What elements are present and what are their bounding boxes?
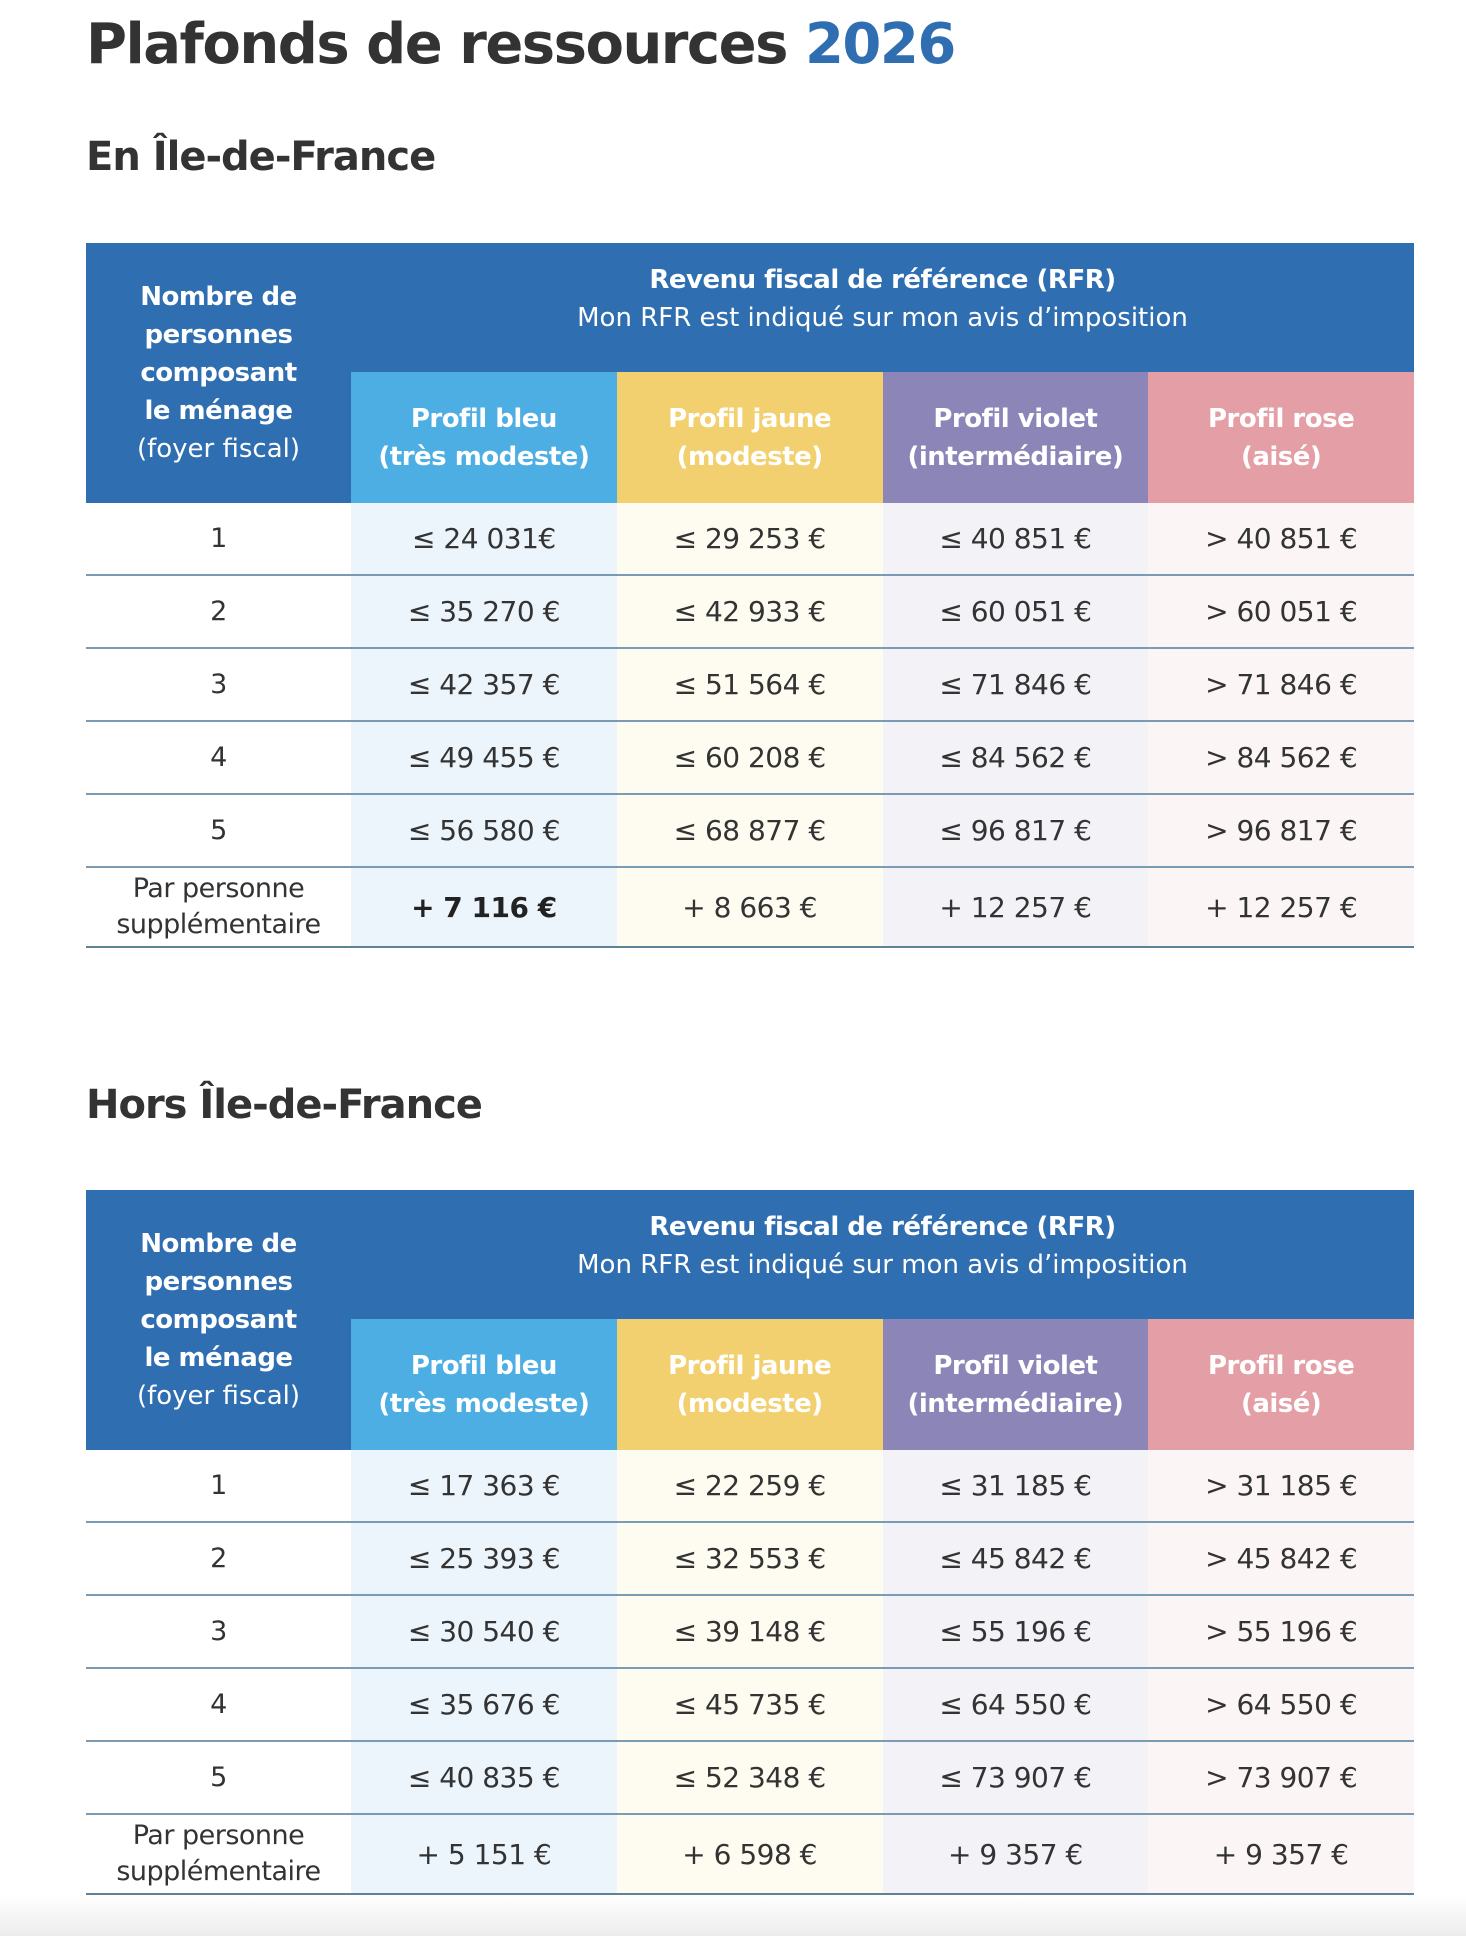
cell-violet: ≤ 96 817 € (883, 795, 1149, 866)
cell-bleu: + 5 151 € (351, 1815, 617, 1893)
profile-header-violet (883, 372, 1149, 503)
profile-name: Profil jaune (668, 1350, 832, 1381)
cell-jaune: ≤ 45 735 € (617, 1669, 883, 1740)
header-line: (foyer fiscal) (136, 434, 301, 464)
header-line: (foyer fiscal) (136, 1381, 301, 1411)
cell-rose: > 96 817 € (1148, 795, 1414, 866)
profile-header-rose (1148, 1319, 1414, 1450)
cell-bleu: ≤ 35 270 € (351, 576, 617, 647)
cell-violet: ≤ 73 907 € (883, 1742, 1149, 1813)
table-row (86, 503, 1414, 576)
cell-bleu: ≤ 24 031€ (351, 503, 617, 574)
table-idf (86, 243, 1414, 948)
cell-bleu: ≤ 42 357 € (351, 649, 617, 720)
cell-violet: + 12 257 € (883, 868, 1149, 946)
profile-header-bleu (351, 1319, 617, 1450)
page-title (86, 12, 955, 77)
header-line: le ménage (144, 396, 293, 426)
rfr-title: Revenu fiscal de référence (RFR) (649, 265, 1116, 295)
table-row (86, 1523, 1414, 1596)
rfr-title: Revenu fiscal de référence (RFR) (649, 1212, 1116, 1242)
cell-bleu: ≤ 30 540 € (351, 1596, 617, 1667)
profile-headers (351, 372, 1414, 503)
cell-bleu: ≤ 56 580 € (351, 795, 617, 866)
profile-header-bleu (351, 372, 617, 503)
table-row (86, 1669, 1414, 1742)
profile-name: Profil rose (1208, 403, 1355, 434)
cell-rose: > 40 851 € (1148, 503, 1414, 574)
household-size: 2 (86, 1523, 351, 1594)
table-row (86, 722, 1414, 795)
profile-desc: (modeste) (676, 1388, 823, 1419)
header-line: personnes (144, 320, 293, 350)
cell-bleu: + 7 116 € (351, 868, 617, 946)
header-line: le ménage (144, 1343, 293, 1373)
profile-header-rose (1148, 372, 1414, 503)
cell-rose: > 45 842 € (1148, 1523, 1414, 1594)
table-row (86, 1450, 1414, 1523)
cell-violet: ≤ 84 562 € (883, 722, 1149, 793)
header-line: Nombre de (140, 282, 297, 312)
cell-rose: + 9 357 € (1148, 1815, 1414, 1893)
bottom-fade (0, 1896, 1466, 1936)
cell-violet: ≤ 55 196 € (883, 1596, 1149, 1667)
profile-desc: (intermédiaire) (907, 441, 1124, 472)
household-size-header (86, 1190, 351, 1450)
table-row (86, 576, 1414, 649)
cell-jaune: ≤ 51 564 € (617, 649, 883, 720)
profile-name: Profil violet (933, 403, 1098, 434)
extra-label-line: supplémentaire (116, 1856, 321, 1887)
profile-header-jaune (617, 1319, 883, 1450)
header-line: composant (140, 1305, 297, 1335)
cell-jaune: ≤ 29 253 € (617, 503, 883, 574)
table-header (86, 243, 1414, 503)
cell-rose: > 55 196 € (1148, 1596, 1414, 1667)
cell-bleu: ≤ 49 455 € (351, 722, 617, 793)
extra-label-line: Par personne (132, 873, 305, 904)
cell-rose: > 60 051 € (1148, 576, 1414, 647)
household-size: 4 (86, 1669, 351, 1740)
household-size: 3 (86, 1596, 351, 1667)
header-line: personnes (144, 1267, 293, 1297)
table-row-extra-person (86, 1815, 1414, 1895)
household-size: 1 (86, 1450, 351, 1521)
header-line: Nombre de (140, 1229, 297, 1259)
cell-jaune: + 8 663 € (617, 868, 883, 946)
header-line: composant (140, 358, 297, 388)
profile-desc: (aisé) (1240, 441, 1322, 472)
table-row (86, 1742, 1414, 1815)
table-row (86, 795, 1414, 868)
profile-name: Profil violet (933, 1350, 1098, 1381)
profile-desc: (intermédiaire) (907, 1388, 1124, 1419)
cell-violet: ≤ 60 051 € (883, 576, 1149, 647)
table-row-extra-person (86, 868, 1414, 948)
extra-label-line: supplémentaire (116, 909, 321, 940)
cell-jaune: ≤ 32 553 € (617, 1523, 883, 1594)
page-title-year: 2026 (804, 12, 955, 77)
cell-bleu: ≤ 17 363 € (351, 1450, 617, 1521)
profile-desc: (modeste) (676, 441, 823, 472)
cell-violet: ≤ 64 550 € (883, 1669, 1149, 1740)
profile-headers (351, 1319, 1414, 1450)
cell-jaune: ≤ 42 933 € (617, 576, 883, 647)
extra-label-line: Par personne (132, 1820, 305, 1851)
table-row (86, 649, 1414, 722)
table-hors-idf (86, 1190, 1414, 1895)
table-row (86, 1596, 1414, 1669)
rfr-header (351, 1208, 1414, 1284)
profile-header-violet (883, 1319, 1149, 1450)
rfr-subtitle: Mon RFR est indiqué sur mon avis d’imposition (577, 1250, 1188, 1280)
section-title-idf: En Île-de-France (86, 134, 436, 180)
cell-bleu: ≤ 40 835 € (351, 1742, 617, 1813)
cell-violet: ≤ 45 842 € (883, 1523, 1149, 1594)
cell-jaune: ≤ 22 259 € (617, 1450, 883, 1521)
profile-name: Profil jaune (668, 403, 832, 434)
cell-violet: ≤ 31 185 € (883, 1450, 1149, 1521)
profile-desc: (très modeste) (378, 1388, 590, 1419)
profile-desc: (très modeste) (378, 441, 590, 472)
cell-rose: + 12 257 € (1148, 868, 1414, 946)
cell-rose: > 73 907 € (1148, 1742, 1414, 1813)
cell-rose: > 31 185 € (1148, 1450, 1414, 1521)
rfr-header (351, 261, 1414, 337)
cell-violet: ≤ 71 846 € (883, 649, 1149, 720)
cell-rose: > 71 846 € (1148, 649, 1414, 720)
cell-jaune: ≤ 60 208 € (617, 722, 883, 793)
household-size: 5 (86, 795, 351, 866)
cell-violet: + 9 357 € (883, 1815, 1149, 1893)
profile-name: Profil bleu (410, 403, 557, 434)
cell-bleu: ≤ 35 676 € (351, 1669, 617, 1740)
cell-jaune: ≤ 68 877 € (617, 795, 883, 866)
cell-rose: > 64 550 € (1148, 1669, 1414, 1740)
profile-header-jaune (617, 372, 883, 503)
rfr-subtitle: Mon RFR est indiqué sur mon avis d’imposition (577, 303, 1188, 333)
cell-rose: > 84 562 € (1148, 722, 1414, 793)
household-size: 5 (86, 1742, 351, 1813)
section-title-hors-idf: Hors Île-de-France (86, 1082, 482, 1128)
page-title-text: Plafonds de ressources (86, 12, 787, 77)
extra-person-label (86, 1815, 351, 1893)
profile-desc: (aisé) (1240, 1388, 1322, 1419)
household-size: 1 (86, 503, 351, 574)
household-size: 4 (86, 722, 351, 793)
cell-jaune: ≤ 39 148 € (617, 1596, 883, 1667)
household-size: 2 (86, 576, 351, 647)
household-size: 3 (86, 649, 351, 720)
cell-jaune: + 6 598 € (617, 1815, 883, 1893)
household-size-header (86, 243, 351, 503)
profile-name: Profil rose (1208, 1350, 1355, 1381)
profile-name: Profil bleu (410, 1350, 557, 1381)
table-header (86, 1190, 1414, 1450)
cell-jaune: ≤ 52 348 € (617, 1742, 883, 1813)
cell-bleu: ≤ 25 393 € (351, 1523, 617, 1594)
extra-person-label (86, 868, 351, 946)
cell-violet: ≤ 40 851 € (883, 503, 1149, 574)
